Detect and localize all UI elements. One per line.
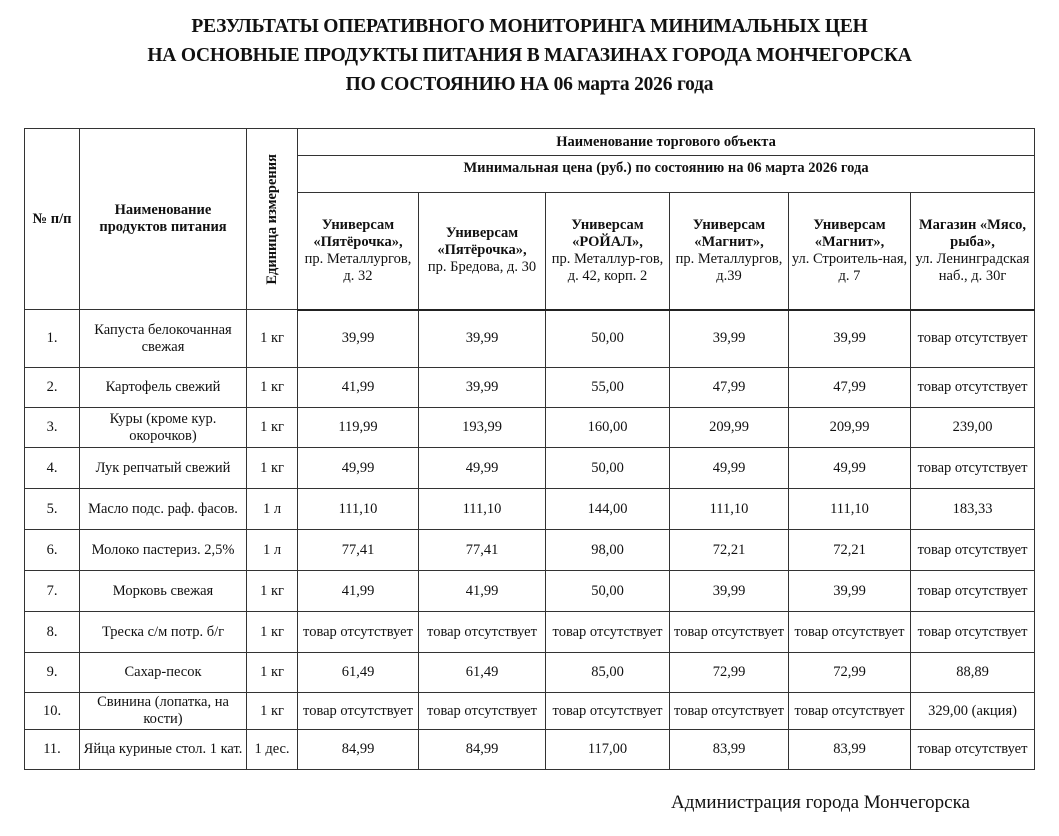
price-cell: 72,21: [789, 530, 911, 571]
price-table: [24, 128, 1035, 770]
price-cell: 84,99: [419, 730, 546, 770]
unit-cell: 1 кг: [247, 612, 298, 653]
unit-cell: 1 кг: [247, 368, 298, 408]
price-cell: 111,10: [298, 489, 419, 530]
price-cell: 119,99: [298, 408, 419, 448]
row-number: 4.: [25, 448, 80, 489]
store-address: пр. Металлур-гов, д. 42, корп. 2: [551, 250, 664, 284]
price-cell: товар отсутствует: [911, 612, 1035, 653]
price-cell: 183,33: [911, 489, 1035, 530]
price-cell: 39,99: [419, 310, 546, 368]
price-cell: 98,00: [546, 530, 670, 571]
product-name: Молоко пастериз. 2,5%: [80, 530, 247, 571]
price-cell: 49,99: [789, 448, 911, 489]
price-cell: 61,49: [298, 653, 419, 693]
document-title: [0, 12, 1059, 99]
price-cell: 41,99: [298, 368, 419, 408]
row-number: 6.: [25, 530, 80, 571]
unit-cell: 1 л: [247, 489, 298, 530]
price-cell: 39,99: [789, 310, 911, 368]
header-number: № п/п: [25, 129, 80, 310]
unit-cell: 1 кг: [247, 408, 298, 448]
unit-cell: 1 кг: [247, 448, 298, 489]
header-store-3: [546, 193, 670, 310]
title-line-1: РЕЗУЛЬТАТЫ ОПЕРАТИВНОГО МОНИТОРИНГА МИНИМАЛЬНЫХ ЦЕН: [191, 16, 868, 37]
store-name: Универсам «Магнит»,: [692, 216, 766, 250]
price-cell: товар отсутствует: [911, 571, 1035, 612]
store-name: Универсам «Магнит»,: [813, 216, 886, 250]
price-cell: 111,10: [670, 489, 789, 530]
table-row: [25, 571, 1035, 612]
header-store-6: [911, 193, 1035, 310]
table-row: [25, 368, 1035, 408]
price-cell: 49,99: [298, 448, 419, 489]
header-price-group: Минимальная цена (руб.) по состоянию на 06 марта 2026 года: [298, 156, 1035, 193]
store-name: Универсам «РОЙАЛ»,: [571, 216, 644, 250]
table-row: [25, 310, 1035, 368]
title-line-2: НА ОСНОВНЫЕ ПРОДУКТЫ ПИТАНИЯ В МАГАЗИНАХ ГОРОДА МОНЧЕГОРСКА: [147, 45, 912, 66]
product-name: Сахар-песок: [80, 653, 247, 693]
product-name: Масло подс. раф. фасов.: [80, 489, 247, 530]
price-cell: товар отсутствует: [911, 368, 1035, 408]
price-cell: 144,00: [546, 489, 670, 530]
unit-cell: 1 кг: [247, 653, 298, 693]
price-cell: товар отсутствует: [789, 612, 911, 653]
product-name: Свинина (лопатка, на кости): [80, 693, 247, 730]
unit-cell: 1 кг: [247, 310, 298, 368]
product-name: Капуста белокочанная свежая: [80, 310, 247, 368]
price-cell: 239,00: [911, 408, 1035, 448]
header-product: Наименование продуктов питания: [80, 129, 247, 310]
price-cell: 83,99: [789, 730, 911, 770]
product-name: Морковь свежая: [80, 571, 247, 612]
table-row: [25, 530, 1035, 571]
price-cell: 39,99: [670, 571, 789, 612]
table-row: [25, 693, 1035, 730]
price-cell: товар отсутствует: [670, 693, 789, 730]
header-unit-label: Единица измерения: [263, 153, 280, 285]
price-cell: товар отсутствует: [546, 693, 670, 730]
store-address: пр. Металлургов, д. 32: [304, 250, 412, 284]
price-cell: 117,00: [546, 730, 670, 770]
price-cell: товар отсутствует: [670, 612, 789, 653]
price-cell: товар отсутствует: [298, 612, 419, 653]
table-row: [25, 489, 1035, 530]
price-cell: 209,99: [670, 408, 789, 448]
store-name: Универсам «Пятёрочка»,: [437, 225, 527, 259]
row-number: 11.: [25, 730, 80, 770]
price-cell: 111,10: [789, 489, 911, 530]
price-cell: 49,99: [670, 448, 789, 489]
price-cell: 49,99: [419, 448, 546, 489]
price-cell: 50,00: [546, 448, 670, 489]
row-number: 5.: [25, 489, 80, 530]
price-cell: 47,99: [789, 368, 911, 408]
unit-cell: 1 кг: [247, 693, 298, 730]
header-store-5: [789, 193, 911, 310]
price-cell: 111,10: [419, 489, 546, 530]
price-cell: 329,00 (акция): [911, 693, 1035, 730]
header-store-2: [419, 193, 546, 310]
title-line-3: ПО СОСТОЯНИЮ НА 06 марта 2026 года: [345, 74, 714, 95]
price-cell: 72,99: [670, 653, 789, 693]
price-cell: товар отсутствует: [419, 612, 546, 653]
price-cell: 50,00: [546, 571, 670, 612]
product-name: Яйца куриные стол. 1 кат.: [80, 730, 247, 770]
table-row: [25, 408, 1035, 448]
price-cell: товар отсутствует: [911, 730, 1035, 770]
row-number: 3.: [25, 408, 80, 448]
unit-cell: 1 дес.: [247, 730, 298, 770]
price-cell: товар отсутствует: [911, 530, 1035, 571]
price-cell: 41,99: [298, 571, 419, 612]
product-name: Куры (кроме кур. окорочков): [80, 408, 247, 448]
row-number: 8.: [25, 612, 80, 653]
table-row: [25, 730, 1035, 770]
price-cell: товар отсутствует: [789, 693, 911, 730]
store-address: ул. Ленинградская наб., д. 30г: [915, 250, 1030, 284]
price-cell: 85,00: [546, 653, 670, 693]
price-cell: 88,89: [911, 653, 1035, 693]
price-cell: 39,99: [419, 368, 546, 408]
table-row: [25, 612, 1035, 653]
price-cell: 55,00: [546, 368, 670, 408]
price-cell: товар отсутствует: [911, 448, 1035, 489]
price-cell: 72,99: [789, 653, 911, 693]
product-name: Треска с/м потр. б/г: [80, 612, 247, 653]
price-cell: 50,00: [546, 310, 670, 368]
store-address: пр. Металлургов, д.39: [675, 250, 783, 284]
table-row: [25, 448, 1035, 489]
price-cell: 47,99: [670, 368, 789, 408]
row-number: 1.: [25, 310, 80, 368]
row-number: 7.: [25, 571, 80, 612]
price-cell: 83,99: [670, 730, 789, 770]
product-name: Картофель свежий: [80, 368, 247, 408]
price-cell: 160,00: [546, 408, 670, 448]
row-number: 2.: [25, 368, 80, 408]
header-store-1: [298, 193, 419, 310]
price-cell: 209,99: [789, 408, 911, 448]
price-cell: товар отсутствует: [298, 693, 419, 730]
price-cell: 72,21: [670, 530, 789, 571]
unit-cell: 1 кг: [247, 571, 298, 612]
table-row: [25, 653, 1035, 693]
store-address: пр. Бредова, д. 30: [427, 259, 537, 276]
price-cell: товар отсутствует: [546, 612, 670, 653]
price-cell: 193,99: [419, 408, 546, 448]
price-cell: 77,41: [298, 530, 419, 571]
store-name: Магазин «Мясо, рыба»,: [919, 216, 1027, 250]
price-cell: 39,99: [670, 310, 789, 368]
price-cell: 61,49: [419, 653, 546, 693]
header-store-group: Наименование торгового объекта: [298, 129, 1035, 156]
price-cell: товар отсутствует: [911, 310, 1035, 368]
header-unit: [247, 129, 298, 310]
price-cell: 39,99: [298, 310, 419, 368]
price-cell: 41,99: [419, 571, 546, 612]
store-address: ул. Строитель-ная, д. 7: [791, 250, 908, 284]
header-store-4: [670, 193, 789, 310]
price-cell: 39,99: [789, 571, 911, 612]
footer-signature: Администрация города Мончегорска: [671, 792, 970, 813]
unit-cell: 1 л: [247, 530, 298, 571]
price-cell: 77,41: [419, 530, 546, 571]
store-name: Универсам «Пятёрочка»,: [313, 216, 403, 250]
row-number: 9.: [25, 653, 80, 693]
row-number: 10.: [25, 693, 80, 730]
price-cell: 84,99: [298, 730, 419, 770]
price-cell: товар отсутствует: [419, 693, 546, 730]
product-name: Лук репчатый свежий: [80, 448, 247, 489]
